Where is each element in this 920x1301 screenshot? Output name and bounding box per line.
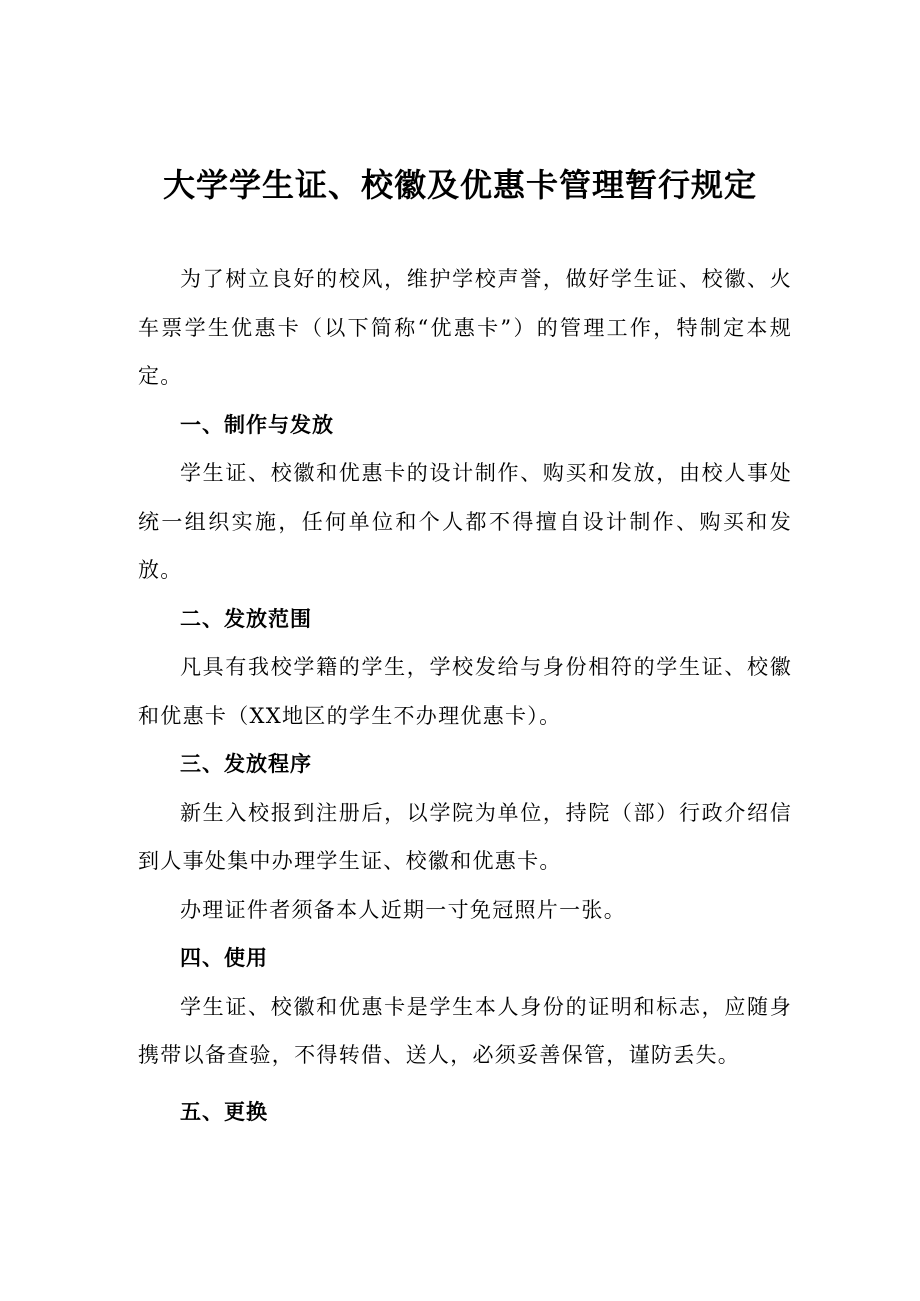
section-paragraph: 办理证件者须备本人近期一寸免冠照片一张。 <box>180 897 626 922</box>
section-heading-procedure: 三、发放程序 <box>180 752 312 776</box>
section-paragraph: 凡具有我校学籍的学生，学校发给与身份相符的学生证、校徽和优惠卡（XX地区的学生不办理优惠卡）。 <box>138 655 792 728</box>
document-title: 大学学生证、校徽及优惠卡管理暂行规定 <box>162 166 757 204</box>
section-heading-production: 一、制作与发放 <box>180 412 334 437</box>
section-paragraph: 学生证、校徽和优惠卡的设计制作、购买和发放，由校人事处统一组织实施，任何单位和个人都不得擅自设计制作、购买和发放。 <box>138 461 792 582</box>
section-heading-scope: 二、发放范围 <box>180 606 312 631</box>
section-heading-usage: 四、使用 <box>180 946 268 970</box>
section-paragraph: 新生入校报到注册后，以学院为单位，持院（部）行政介绍信到人事处集中办理学生证、校徽和优惠卡。 <box>138 800 792 873</box>
section-heading-replacement: 五、更换 <box>180 1099 268 1124</box>
intro-paragraph: 为了树立良好的校风，维护学校声誉，做好学生证、校徽、火车票学生优惠卡（以下简称“优惠卡”）的管理工作，特制定本规定。 <box>138 267 792 388</box>
section-paragraph: 学生证、校徽和优惠卡是学生本人身份的证明和标志，应随身携带以备查验，不得转借、送人，必须妥善保管，谨防丢失。 <box>138 994 792 1067</box>
document-body <box>138 255 792 1136</box>
